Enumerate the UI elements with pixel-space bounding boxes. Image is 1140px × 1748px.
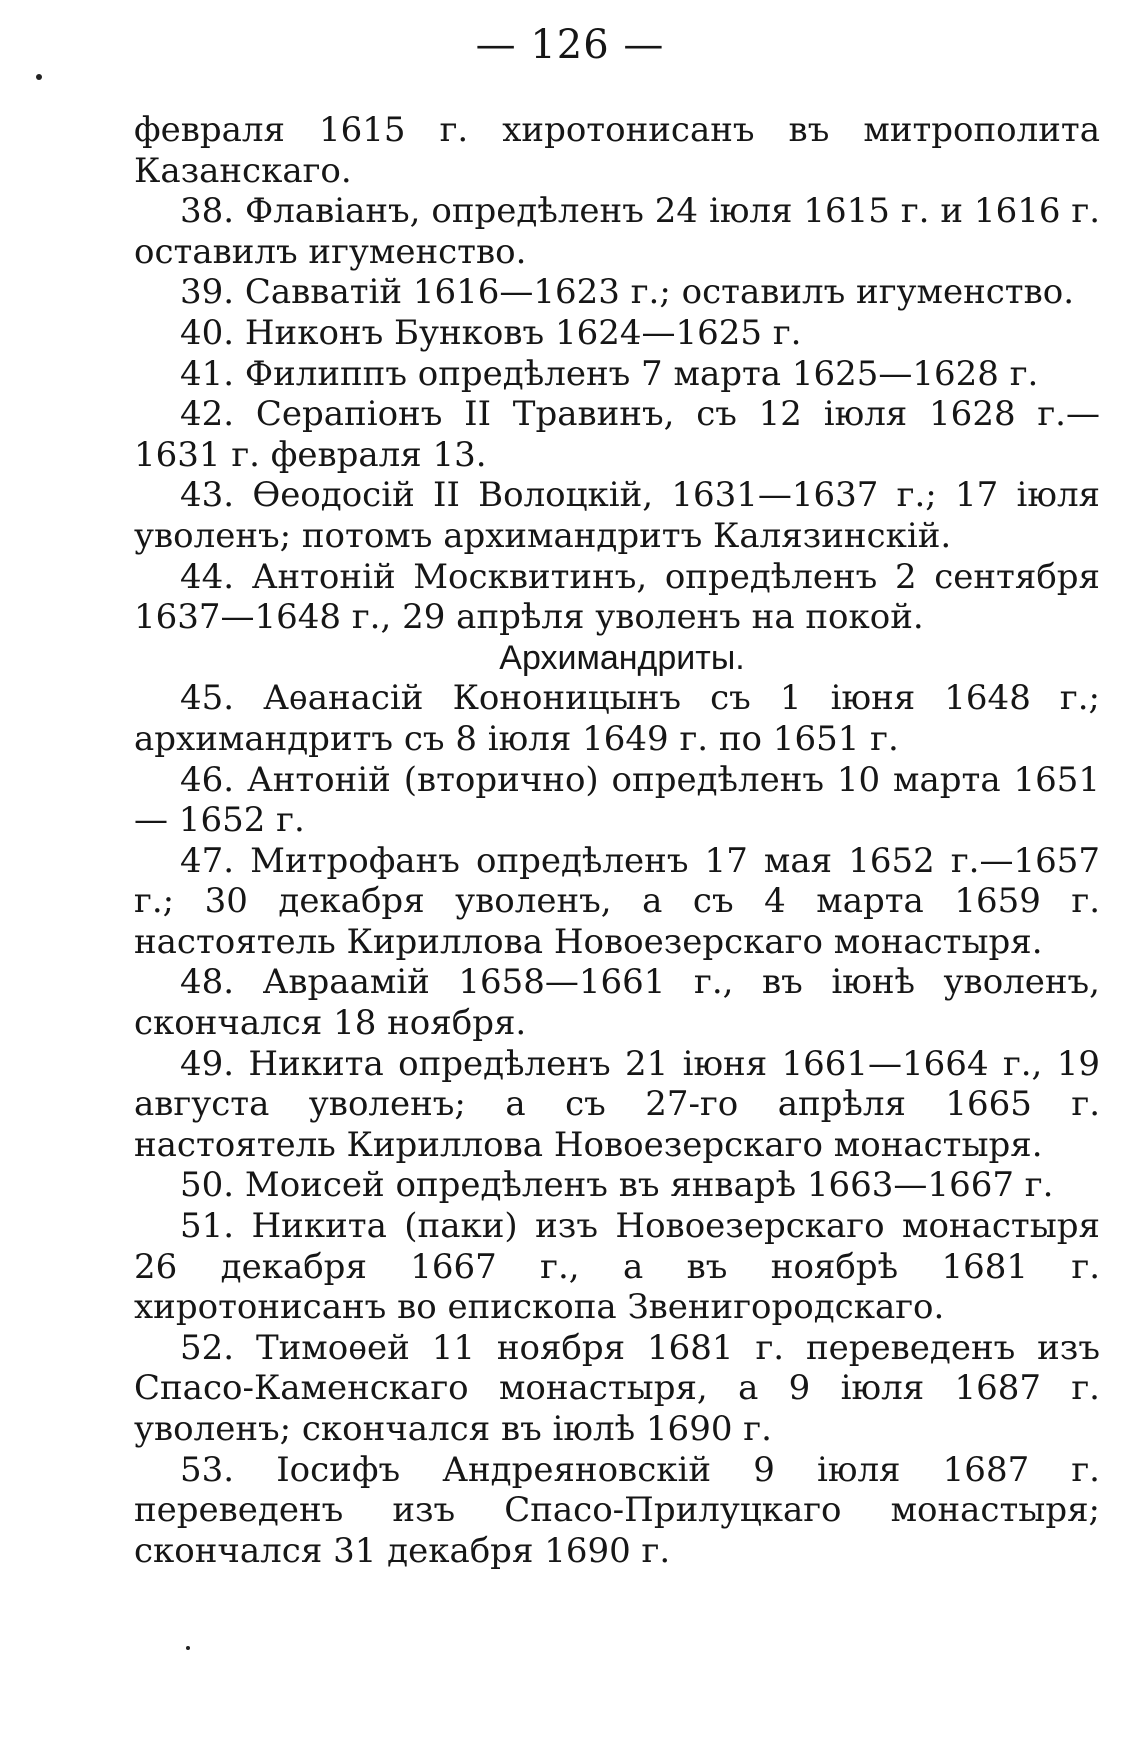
entry-44: 44. Антоній Москвитинъ, опредѣленъ 2 сентября 1637—1648 г., 29 апрѣля уволенъ на покой. [134, 556, 1100, 638]
entry-51: 51. Никита (паки) изъ Новоезерскаго монастыря 26 декабря 1667 г., а въ ноябрѣ 1681 г. хиротонисанъ во епископа Звенигородскаго. [134, 1206, 1100, 1328]
entry-42: 42. Серапіонъ II Травинъ, съ 12 іюля 1628 г.— 1631 г. февраля 13. [134, 394, 1100, 475]
entry-46: 46. Антоній (вторично) опредѣленъ 10 марта 1651— 1652 г. [134, 759, 1100, 841]
entry-43: 43. Ѳеодосій II Волоцкій, 1631—1637 г.; 17 іюля уволенъ; потомъ архимандритъ Калязинскій. [134, 475, 1100, 556]
page-number: — 126 — [475, 22, 665, 68]
print-speck [36, 74, 42, 80]
entry-47: 47. Митрофанъ опредѣленъ 17 мая 1652 г.—1657 г.; 30 декабря уволенъ, а съ 4 марта 1659 г. настоятель Кириллова Новоезерскаго монастыря. [134, 840, 1100, 962]
section-heading: Архимандриты. [499, 638, 745, 677]
entry-53: 53. Іосифъ Андреяновскій 9 іюля 1687 г. переведенъ изъ Спасо-Прилуцкаго монастыря; скончался 31 декабря 1690 г. [134, 1449, 1100, 1571]
entry-continuation: февраля 1615 г. хиротонисанъ въ митрополита Казанскаго. [134, 110, 1100, 191]
entry-40: 40. Никонъ Бунковъ 1624—1625 г. [180, 312, 802, 353]
entry-39: 39. Савватій 1616—1623 г.; оставилъ игуменство. [180, 272, 1075, 313]
document-body [134, 110, 1100, 1571]
entry-49: 49. Никита опредѣленъ 21 іюня 1661—1664 г., 19 августа уволенъ; а съ 27-го апрѣля 1665 г. настоятель Кириллова Новоезерскаго монастыря. [134, 1043, 1100, 1165]
entry-48: 48. Авраамій 1658—1661 г., въ іюнѣ уволенъ, скончался 18 ноября. [134, 962, 1100, 1044]
entry-52: 52. Тимоѳей 11 ноября 1681 г. переведенъ изъ Спасо-Каменскаго монастыря, а 9 іюля 1687 г. уволенъ; скончался въ іюлѣ 1690 г. [134, 1327, 1100, 1449]
print-speck [186, 1646, 190, 1650]
entry-41: 41. Филиппъ опредѣленъ 7 марта 1625—1628 г. [180, 353, 1039, 394]
entry-45: 45. Аѳанасій Кононицынъ съ 1 іюня 1648 г.; архимандритъ съ 8 іюля 1649 г. по 1651 г. [134, 678, 1100, 759]
entry-50: 50. Моисей опредѣленъ въ январѣ 1663—1667 г. [180, 1165, 1054, 1206]
entry-38: 38. Флавіанъ, опредѣленъ 24 іюля 1615 г. и 1616 г. оставилъ игуменство. [134, 191, 1100, 272]
